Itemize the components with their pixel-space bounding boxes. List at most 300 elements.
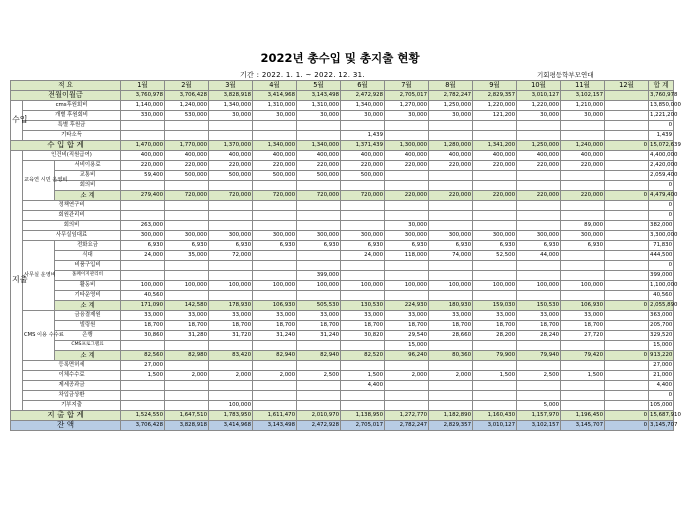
- month-value-cell: 300,000: [297, 231, 341, 241]
- month-value-cell: 2,705,017: [341, 421, 385, 431]
- month-value-cell: [253, 211, 297, 221]
- month-value-cell: 3,143,498: [253, 421, 297, 431]
- month-value-cell: 1,310,000: [253, 101, 297, 111]
- month-value-cell: 159,030: [473, 301, 517, 311]
- month-value-cell: 79,940: [517, 351, 561, 361]
- month-value-cell: [561, 181, 605, 191]
- month-value-cell: [605, 131, 649, 141]
- month-value-cell: 1,524,550: [121, 411, 165, 421]
- month-value-cell: 400,000: [209, 151, 253, 161]
- closing-balance-label: 잔 액: [11, 421, 121, 431]
- month-value-cell: [253, 181, 297, 191]
- month-value-cell: [429, 341, 473, 351]
- month-value-cell: [209, 211, 253, 221]
- total-value-cell: 363,000: [649, 311, 674, 321]
- month-value-cell: [385, 121, 429, 131]
- month-value-cell: [209, 361, 253, 371]
- month-value-cell: 82,520: [341, 351, 385, 361]
- month-value-cell: 220,000: [473, 161, 517, 171]
- month-value-cell: 100,000: [165, 281, 209, 291]
- total-value-cell: 3,300,000: [649, 231, 674, 241]
- month-value-cell: 24,000: [341, 251, 385, 261]
- month-value-cell: [605, 91, 649, 101]
- expense-row: [11, 391, 674, 401]
- month-value-cell: 300,000: [165, 231, 209, 241]
- ledger-table: [10, 80, 681, 431]
- month-value-cell: [253, 381, 297, 391]
- month-value-cell: 400,000: [165, 151, 209, 161]
- income-row: [11, 131, 674, 141]
- month-value-cell: 0: [605, 191, 649, 201]
- expense-group-row: [11, 281, 674, 291]
- month-value-cell: 2,010,970: [297, 411, 341, 421]
- month-value-cell: [605, 201, 649, 211]
- closing-balance-row: [11, 421, 674, 431]
- header-month-cell: 9월: [473, 81, 517, 91]
- month-value-cell: 30,000: [561, 111, 605, 121]
- income-row: [11, 101, 674, 111]
- month-value-cell: [297, 291, 341, 301]
- month-value-cell: 720,000: [209, 191, 253, 201]
- month-value-cell: 1,500: [473, 371, 517, 381]
- total-value-cell: 27,000: [649, 361, 674, 371]
- income-item-label: 기타소득: [23, 131, 121, 141]
- total-value-cell: 4,400,000: [649, 151, 674, 161]
- month-value-cell: 74,000: [429, 251, 473, 261]
- month-value-cell: 52,500: [473, 251, 517, 261]
- month-value-cell: 33,000: [121, 311, 165, 321]
- expense-group-row: [11, 171, 674, 181]
- expense-subtotal-row: [11, 351, 674, 361]
- month-value-cell: 1,240,000: [561, 141, 605, 151]
- header-month-cell: 1월: [121, 81, 165, 91]
- income-total-row: [11, 141, 674, 151]
- month-value-cell: 1,300,000: [385, 141, 429, 151]
- month-value-cell: [561, 401, 605, 411]
- month-value-cell: 400,000: [253, 151, 297, 161]
- month-value-cell: 220,000: [473, 191, 517, 201]
- month-value-cell: [473, 401, 517, 411]
- month-value-cell: [253, 131, 297, 141]
- month-value-cell: 40,560: [121, 291, 165, 301]
- header-month-cell: 6월: [341, 81, 385, 91]
- month-value-cell: [341, 261, 385, 271]
- month-value-cell: 30,000: [297, 111, 341, 121]
- total-value-cell: 2,420,000: [649, 161, 674, 171]
- month-value-cell: [605, 401, 649, 411]
- total-value-cell: 1,100,000: [649, 281, 674, 291]
- month-value-cell: 5,000: [517, 401, 561, 411]
- month-value-cell: 100,000: [209, 281, 253, 291]
- month-value-cell: [341, 271, 385, 281]
- expense-subtotal-label: 소 계: [55, 351, 121, 361]
- month-value-cell: [341, 201, 385, 211]
- month-value-cell: [561, 211, 605, 221]
- month-value-cell: 6,930: [341, 241, 385, 251]
- month-value-cell: 0: [605, 301, 649, 311]
- month-value-cell: [473, 381, 517, 391]
- total-value-cell: 205,700: [649, 321, 674, 331]
- month-value-cell: 2,500: [297, 371, 341, 381]
- month-value-cell: [473, 341, 517, 351]
- month-value-cell: [385, 271, 429, 281]
- month-value-cell: [121, 391, 165, 401]
- month-value-cell: 300,000: [253, 231, 297, 241]
- month-value-cell: 118,000: [385, 251, 429, 261]
- month-value-cell: 0: [605, 351, 649, 361]
- month-value-cell: [605, 221, 649, 231]
- total-value-cell: 444,500: [649, 251, 674, 261]
- month-value-cell: 18,700: [165, 321, 209, 331]
- expense-group-row: [11, 241, 674, 251]
- month-value-cell: 89,000: [561, 221, 605, 231]
- month-value-cell: [121, 181, 165, 191]
- month-value-cell: 3,828,918: [165, 421, 209, 431]
- month-value-cell: [605, 371, 649, 381]
- month-value-cell: 31,240: [253, 331, 297, 341]
- month-value-cell: [605, 211, 649, 221]
- month-value-cell: 59,400: [121, 171, 165, 181]
- month-value-cell: [517, 291, 561, 301]
- month-value-cell: 500,000: [209, 171, 253, 181]
- month-value-cell: 1,340,000: [209, 101, 253, 111]
- month-value-cell: 1,770,000: [165, 141, 209, 151]
- month-value-cell: [429, 361, 473, 371]
- month-value-cell: 1,340,000: [297, 141, 341, 151]
- month-value-cell: [385, 381, 429, 391]
- header-month-cell: 5월: [297, 81, 341, 91]
- month-value-cell: [517, 261, 561, 271]
- expense-group-label: CMS 이용 수수료: [23, 311, 55, 361]
- month-value-cell: 33,000: [385, 311, 429, 321]
- month-value-cell: [561, 171, 605, 181]
- expense-group-row: [11, 261, 674, 271]
- month-value-cell: 220,000: [517, 161, 561, 171]
- total-value-cell: 3,760,978: [649, 91, 674, 101]
- month-value-cell: 4,400: [341, 381, 385, 391]
- expense-item-label: 차입금상환: [23, 391, 121, 401]
- month-value-cell: [429, 221, 473, 231]
- month-value-cell: [341, 361, 385, 371]
- month-value-cell: [209, 271, 253, 281]
- month-value-cell: 400,000: [429, 151, 473, 161]
- month-value-cell: 130,530: [341, 301, 385, 311]
- month-value-cell: [605, 281, 649, 291]
- month-value-cell: [209, 181, 253, 191]
- total-value-cell: 71,830: [649, 241, 674, 251]
- month-value-cell: 100,000: [561, 281, 605, 291]
- expense-subitem-label: 서비이용료: [55, 161, 121, 171]
- header-month-cell: 10월: [517, 81, 561, 91]
- expense-subitem-label: 은행: [55, 331, 121, 341]
- total-value-cell: 0: [649, 211, 674, 221]
- month-value-cell: [121, 261, 165, 271]
- month-value-cell: [517, 361, 561, 371]
- month-value-cell: 83,420: [209, 351, 253, 361]
- month-value-cell: [605, 121, 649, 131]
- month-value-cell: 18,700: [517, 321, 561, 331]
- expense-subtotal-row: [11, 191, 674, 201]
- month-value-cell: [165, 131, 209, 141]
- month-value-cell: 30,000: [385, 221, 429, 231]
- month-value-cell: 1,340,000: [341, 101, 385, 111]
- ledger-body: [11, 81, 681, 431]
- month-value-cell: [473, 291, 517, 301]
- month-value-cell: 30,000: [209, 111, 253, 121]
- month-value-cell: [517, 341, 561, 351]
- total-value-cell: 0: [649, 261, 674, 271]
- month-value-cell: 2,000: [253, 371, 297, 381]
- month-value-cell: 100,000: [385, 281, 429, 291]
- month-value-cell: 220,000: [385, 161, 429, 171]
- month-value-cell: 400,000: [341, 151, 385, 161]
- month-value-cell: [561, 131, 605, 141]
- month-value-cell: [121, 121, 165, 131]
- month-value-cell: 6,930: [517, 241, 561, 251]
- month-value-cell: [121, 381, 165, 391]
- month-value-cell: 33,000: [341, 311, 385, 321]
- month-value-cell: 2,000: [429, 371, 473, 381]
- month-value-cell: 500,000: [341, 171, 385, 181]
- month-value-cell: [429, 181, 473, 191]
- month-value-cell: 33,000: [209, 311, 253, 321]
- month-value-cell: [253, 201, 297, 211]
- month-value-cell: [253, 361, 297, 371]
- total-value-cell: 399,000: [649, 271, 674, 281]
- month-value-cell: [253, 221, 297, 231]
- month-value-cell: 29,540: [385, 331, 429, 341]
- month-value-cell: [253, 291, 297, 301]
- expense-row: [11, 201, 674, 211]
- month-value-cell: 30,000: [385, 111, 429, 121]
- month-value-cell: 530,000: [165, 111, 209, 121]
- month-value-cell: [209, 221, 253, 231]
- month-value-cell: 720,000: [165, 191, 209, 201]
- month-value-cell: 399,000: [297, 271, 341, 281]
- month-value-cell: [385, 201, 429, 211]
- month-value-cell: 400,000: [297, 151, 341, 161]
- month-value-cell: 18,700: [121, 321, 165, 331]
- expense-subtotal-label: 소 계: [55, 191, 121, 201]
- month-value-cell: [605, 311, 649, 321]
- total-value-cell: 1,221,200: [649, 111, 674, 121]
- header-month-cell: 3월: [209, 81, 253, 91]
- month-value-cell: 30,000: [253, 111, 297, 121]
- month-value-cell: [473, 201, 517, 211]
- month-value-cell: [253, 121, 297, 131]
- month-value-cell: 15,000: [385, 341, 429, 351]
- month-value-cell: [341, 401, 385, 411]
- month-value-cell: 0: [605, 411, 649, 421]
- month-value-cell: [517, 171, 561, 181]
- total-value-cell: 0: [649, 391, 674, 401]
- expense-subitem-label: 빌링원: [55, 321, 121, 331]
- month-value-cell: 121,200: [473, 111, 517, 121]
- month-value-cell: [473, 391, 517, 401]
- expense-item-label: 제세공과금: [23, 381, 121, 391]
- expense-group-row: [11, 341, 674, 351]
- month-value-cell: 1,370,000: [209, 141, 253, 151]
- month-value-cell: 400,000: [517, 151, 561, 161]
- month-value-cell: [165, 271, 209, 281]
- month-value-cell: 220,000: [429, 191, 473, 201]
- total-value-cell: 15,687,910: [649, 411, 674, 421]
- opening-balance-label: 전월이월금: [11, 91, 121, 101]
- expense-row: [11, 221, 674, 231]
- expense-subitem-label: 전화요금: [55, 241, 121, 251]
- month-value-cell: [429, 391, 473, 401]
- expense-group-row: [11, 181, 674, 191]
- month-value-cell: 1,182,890: [429, 411, 473, 421]
- month-value-cell: 2,000: [209, 371, 253, 381]
- expense-group-row: [11, 321, 674, 331]
- month-value-cell: [605, 261, 649, 271]
- month-value-cell: 1,647,510: [165, 411, 209, 421]
- month-value-cell: [561, 201, 605, 211]
- month-value-cell: 18,700: [473, 321, 517, 331]
- header-item-cell: 적 요: [11, 81, 121, 91]
- expense-row: [11, 231, 674, 241]
- month-value-cell: 279,400: [121, 191, 165, 201]
- month-value-cell: 1,341,200: [473, 141, 517, 151]
- expense-item-label: 회의비: [23, 221, 121, 231]
- expense-subitem-label: 교통비: [55, 171, 121, 181]
- month-value-cell: 3,414,968: [209, 421, 253, 431]
- month-value-cell: [429, 291, 473, 301]
- month-value-cell: 2,829,357: [429, 421, 473, 431]
- month-value-cell: [605, 241, 649, 251]
- expense-subitem-label: 비품구입비: [55, 261, 121, 271]
- month-value-cell: 1,138,950: [341, 411, 385, 421]
- month-value-cell: 1,371,439: [341, 141, 385, 151]
- month-value-cell: 6,930: [121, 241, 165, 251]
- month-value-cell: 33,000: [473, 311, 517, 321]
- month-value-cell: 3,145,707: [561, 421, 605, 431]
- expense-row: [11, 371, 674, 381]
- expense-group-row: [11, 271, 674, 281]
- month-value-cell: 96,240: [385, 351, 429, 361]
- month-value-cell: 1,210,000: [561, 101, 605, 111]
- month-value-cell: [605, 151, 649, 161]
- month-value-cell: 18,700: [341, 321, 385, 331]
- expense-total-row: [11, 411, 674, 421]
- month-value-cell: [121, 401, 165, 411]
- month-value-cell: 2,705,017: [385, 91, 429, 101]
- month-value-cell: 33,000: [561, 311, 605, 321]
- total-value-cell: 0: [649, 181, 674, 191]
- month-value-cell: 300,000: [385, 231, 429, 241]
- month-value-cell: [341, 291, 385, 301]
- month-value-cell: [209, 291, 253, 301]
- month-value-cell: 300,000: [209, 231, 253, 241]
- month-value-cell: 171,090: [121, 301, 165, 311]
- month-value-cell: 220,000: [209, 161, 253, 171]
- month-value-cell: 1,250,000: [517, 141, 561, 151]
- month-value-cell: 18,700: [209, 321, 253, 331]
- month-value-cell: [341, 181, 385, 191]
- header-month-cell: 4월: [253, 81, 297, 91]
- month-value-cell: [561, 261, 605, 271]
- month-value-cell: [121, 201, 165, 211]
- month-value-cell: [605, 231, 649, 241]
- month-value-cell: 500,000: [297, 171, 341, 181]
- month-value-cell: [209, 131, 253, 141]
- month-value-cell: 300,000: [473, 231, 517, 241]
- month-value-cell: 2,500: [517, 371, 561, 381]
- month-value-cell: 31,240: [297, 331, 341, 341]
- expense-total-label: 지 출 합 계: [11, 411, 121, 421]
- income-item-label: 특별 후원금: [23, 121, 121, 131]
- month-value-cell: 400,000: [561, 151, 605, 161]
- month-value-cell: [429, 261, 473, 271]
- month-value-cell: [429, 211, 473, 221]
- expense-subitem-label: CMS프로그램료: [55, 341, 121, 351]
- month-value-cell: [561, 341, 605, 351]
- month-value-cell: 1,272,770: [385, 411, 429, 421]
- expense-item-label: 정책연구비: [23, 201, 121, 211]
- expense-row: [11, 211, 674, 221]
- month-value-cell: 100,000: [253, 281, 297, 291]
- month-value-cell: 400,000: [121, 151, 165, 161]
- month-value-cell: 505,530: [297, 301, 341, 311]
- month-value-cell: 3,143,498: [297, 91, 341, 101]
- total-value-cell: 4,479,400: [649, 191, 674, 201]
- expense-item-label: 등록면허세: [23, 361, 121, 371]
- income-item-label: cms후원회비: [23, 101, 121, 111]
- month-value-cell: [297, 201, 341, 211]
- month-value-cell: 1,140,000: [121, 101, 165, 111]
- total-value-cell: 382,000: [649, 221, 674, 231]
- month-value-cell: [605, 101, 649, 111]
- month-value-cell: 100,000: [209, 401, 253, 411]
- month-value-cell: 3,010,127: [517, 91, 561, 101]
- month-value-cell: 330,000: [121, 111, 165, 121]
- month-value-cell: 720,000: [297, 191, 341, 201]
- month-value-cell: 33,000: [165, 311, 209, 321]
- month-value-cell: 82,980: [165, 351, 209, 361]
- month-value-cell: 80,360: [429, 351, 473, 361]
- month-value-cell: 500,000: [165, 171, 209, 181]
- month-value-cell: [605, 271, 649, 281]
- month-value-cell: [297, 131, 341, 141]
- expense-row: [11, 151, 674, 161]
- month-value-cell: 100,000: [341, 281, 385, 291]
- month-value-cell: [385, 211, 429, 221]
- month-value-cell: [561, 291, 605, 301]
- total-value-cell: 0: [649, 121, 674, 131]
- total-value-cell: 15,000: [649, 341, 674, 351]
- expense-group-row: [11, 311, 674, 321]
- month-value-cell: [517, 271, 561, 281]
- month-value-cell: [561, 121, 605, 131]
- month-value-cell: [165, 201, 209, 211]
- month-value-cell: [517, 201, 561, 211]
- income-section-label: 수입: [11, 101, 23, 141]
- month-value-cell: 6,930: [561, 241, 605, 251]
- month-value-cell: [605, 381, 649, 391]
- month-value-cell: 30,000: [517, 111, 561, 121]
- month-value-cell: [473, 221, 517, 231]
- month-value-cell: 24,000: [121, 251, 165, 261]
- month-value-cell: 150,530: [517, 301, 561, 311]
- month-value-cell: 100,000: [473, 281, 517, 291]
- month-value-cell: 2,782,247: [385, 421, 429, 431]
- month-value-cell: 33,000: [517, 311, 561, 321]
- month-value-cell: 1,270,000: [385, 101, 429, 111]
- month-value-cell: 220,000: [429, 161, 473, 171]
- month-value-cell: 0: [605, 141, 649, 151]
- month-value-cell: [605, 171, 649, 181]
